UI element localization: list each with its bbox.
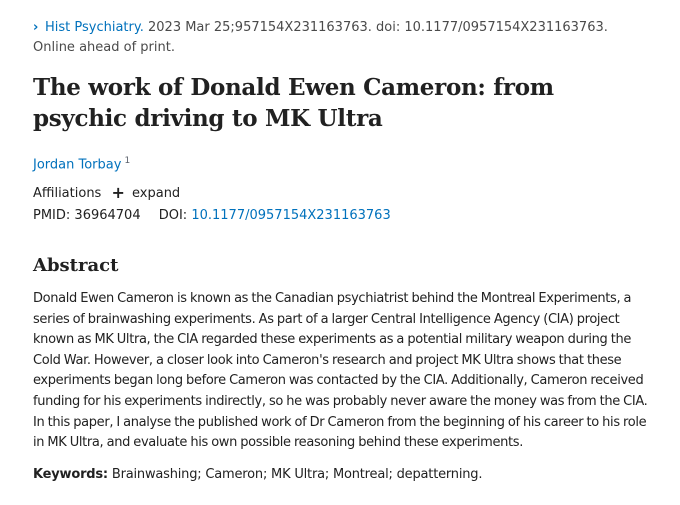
- plus-icon: +: [111, 183, 125, 202]
- citation-details: 2023 Mar 25;957154X231163763. doi: 10.1177/0957154X231163763.: [148, 20, 608, 35]
- keywords-list: Brainwashing; Cameron; MK Ultra; Montreal; depatterning.: [111, 467, 483, 482]
- keywords: [33, 465, 653, 485]
- article-identifiers: [33, 206, 391, 226]
- article-title: The work of Donald Ewen Cameron: from psychic driving to MK Ultra: [33, 74, 554, 132]
- doi-label: DOI:: [158, 208, 188, 223]
- author-list: [33, 151, 130, 175]
- doi-link[interactable]: 10.1177/0957154X231163763: [191, 208, 391, 223]
- pmid-value: 36964704: [74, 208, 141, 223]
- citation-line: [33, 18, 658, 58]
- affiliation-ref[interactable]: 1: [124, 156, 131, 166]
- keywords-label: Keywords:: [33, 467, 108, 482]
- publication-status: Online ahead of print.: [33, 40, 175, 55]
- chevron-right-icon[interactable]: ›: [33, 20, 39, 35]
- expand-affiliations-button[interactable]: [111, 183, 181, 202]
- author-link[interactable]: Jordan Torbay: [33, 157, 122, 173]
- abstract-heading: Abstract: [33, 255, 119, 276]
- affiliations-label: Affiliations: [33, 186, 102, 201]
- journal-link[interactable]: Hist Psychiatry.: [45, 20, 144, 35]
- pmid-label: PMID:: [33, 208, 71, 223]
- abstract-text: Donald Ewen Cameron is known as the Canadian psychiatrist behind the Montreal Experiments, a series of brainwashing experiments. As part of a larger Central Intelligence Agency (CIA) project known as MK Ultra, the CIA regarded these experiments as a potential military weapon during the Cold War. However, a closer look into Cameron's research and project MK Ultra shows that these experiments began long before Cameron was contacted by the CIA. Additionally, Cameron received funding for his experiments indirectly, so he was probably never aware the money was from the CIA. In this paper, I analyse the published work of Dr Cameron from the beginning of his career to his role in MK Ultra, and evaluate his own possible reasoning behind these experiments.: [33, 291, 648, 451]
- affiliations-toggle: [33, 182, 180, 204]
- expand-label: expand: [132, 186, 181, 201]
